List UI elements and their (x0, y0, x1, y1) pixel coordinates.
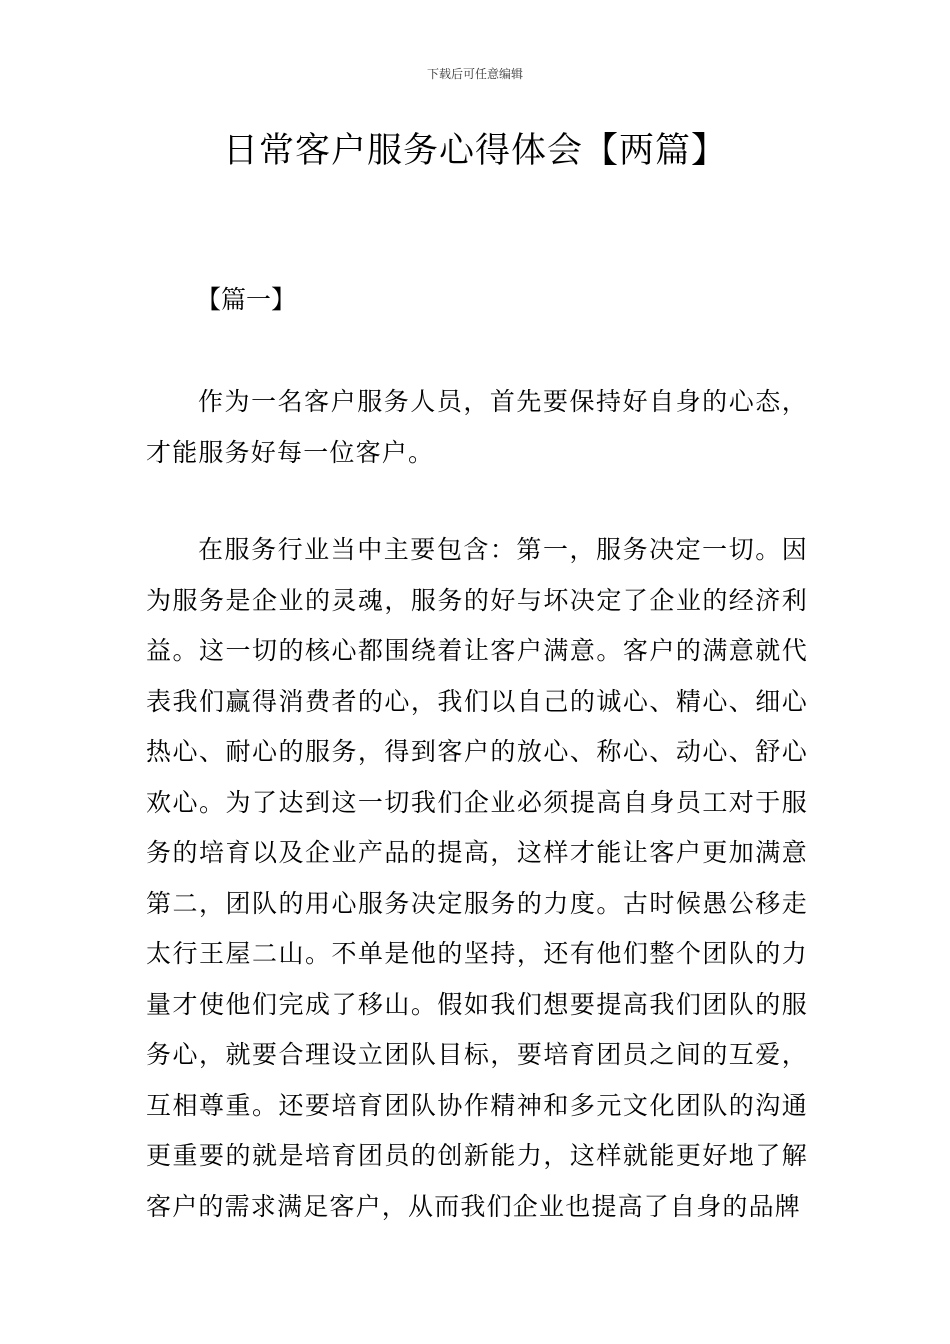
paragraph-body: 在服务行业当中主要包含：第一，服务决定一切。因为服务是企业的灵魂，服务的好与坏决定了企业的经济利益。这一切的核心都围绕着让客户满意。客户的满意就代表我们赢得消费者的心，我们以自己的诚心、精心、细心热心、耐心的服务，得到客户的放心、称心、动心、舒心欢心。为了达到这一切我们企业必须提高自身员工对于服务的培育以及企业产品的提高，这样才能让客户更加满意第二，团队的用心服务决定服务的力度。古时候愚公移走太行王屋二山。不单是他的坚持，还有他们整个团队的力量才使他们完成了移山。假如我们想要提高我们团队的服务心，就要合理设立团队目标，要培育团员之间的互爱，互相尊重。还要培育团队协作精神和多元文化团队的沟通更重要的就是培育团员的创新能力，这样就能更好地了解客户的需求满足客户，从而我们企业也提高了自身的品牌 (146, 535, 808, 1221)
paragraph-intro: 作为一名客户服务人员，首先要保持好自身的心态，才能服务好每一位客户。 (146, 387, 808, 467)
section-label: 【篇一】 (196, 285, 297, 314)
document-title: 日常客户服务心得体会【两篇】 (222, 131, 727, 171)
page-header: 下载后可任意编辑 (426, 67, 523, 81)
